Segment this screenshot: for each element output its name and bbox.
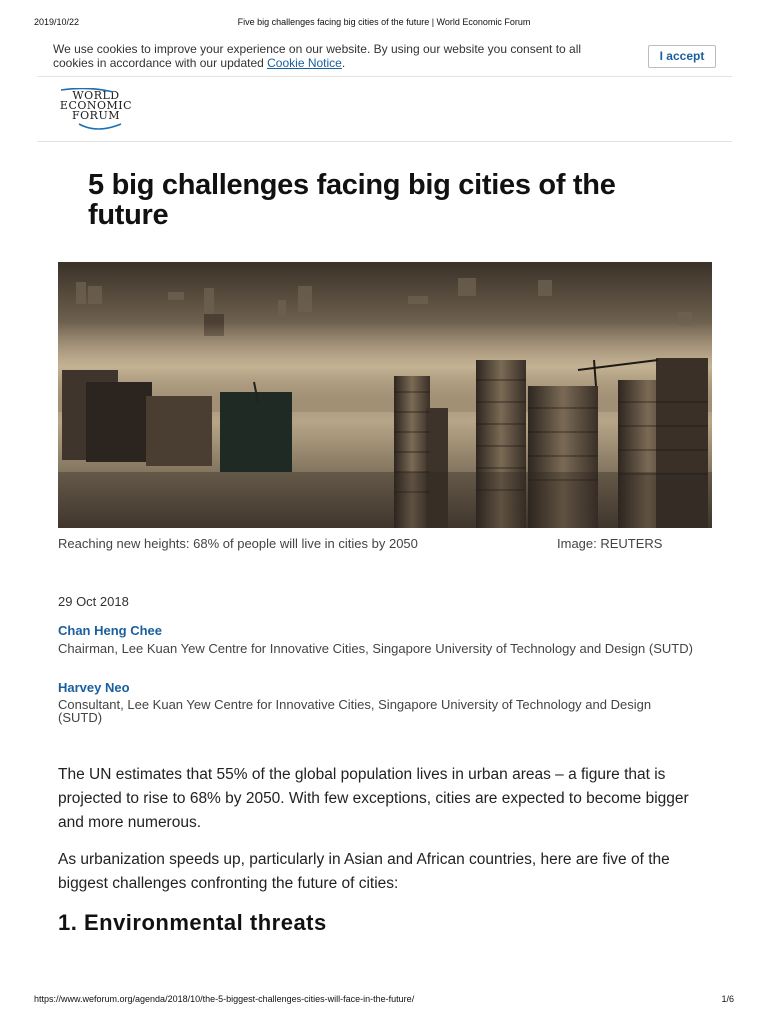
print-url: https://www.weforum.org/agenda/2018/10/the-5-biggest-challenges-cities-will-face-in-the-future/ xyxy=(34,994,415,1004)
body-paragraph: The UN estimates that 55% of the global population lives in urban areas – a figure that is projected to rise to 68% by 2050. With few exceptions, cities are expected to become bigger and more numerous. xyxy=(58,766,689,831)
image-caption xyxy=(58,536,664,551)
print-header xyxy=(0,17,768,31)
cookie-notice-link[interactable]: Cookie Notice xyxy=(267,56,342,70)
hero-image xyxy=(58,262,712,528)
wef-logo-arc-icon xyxy=(55,88,137,136)
logo-line-1: WORLD xyxy=(72,89,120,102)
cookie-text-end: . xyxy=(341,56,346,70)
section-heading: 1. Environmental threats xyxy=(58,910,327,935)
cookie-message xyxy=(53,42,623,70)
caption-text: Reaching new heights: 68% of people will live in cities by 2050 xyxy=(58,536,418,551)
accept-cookies-button[interactable]: I accept xyxy=(648,45,716,68)
logo-line-3: FORUM xyxy=(72,109,120,122)
print-page-title: Five big challenges facing big cities of the future | World Economic Forum xyxy=(237,17,531,27)
print-page-number: 1/6 xyxy=(721,994,734,1004)
print-date: 2019/10/22 xyxy=(34,17,80,27)
cookie-banner xyxy=(37,40,732,77)
author-name-link[interactable]: Harvey Neo xyxy=(58,680,130,695)
body-paragraph: As urbanization speeds up, particularly in Asian and African countries, here are five of the biggest challenges confronting the future of cities: xyxy=(58,851,670,892)
wef-logo[interactable] xyxy=(55,88,137,136)
author-name-link[interactable]: Chan Heng Chee xyxy=(58,623,163,638)
author-role: Consultant, Lee Kuan Yew Centre for Innovative Cities, Singapore University of Technology and Design (SUTD) xyxy=(58,697,652,725)
header-divider xyxy=(37,141,732,142)
article-title: 5 big challenges facing big cities of the future xyxy=(88,169,616,231)
foggy-skyline-illustration xyxy=(58,262,712,528)
image-credit: Image: REUTERS xyxy=(557,536,663,551)
logo-line-2: ECONOMIC xyxy=(59,99,133,112)
publish-date: 29 Oct 2018 xyxy=(58,594,129,609)
cookie-text: We use cookies to improve your experience on our website. By using our website you consent to all cookies in accordance with our updated xyxy=(53,42,582,70)
author-role: Chairman, Lee Kuan Yew Centre for Innovative Cities, Singapore University of Technology and Design (SUTD) xyxy=(58,641,693,656)
